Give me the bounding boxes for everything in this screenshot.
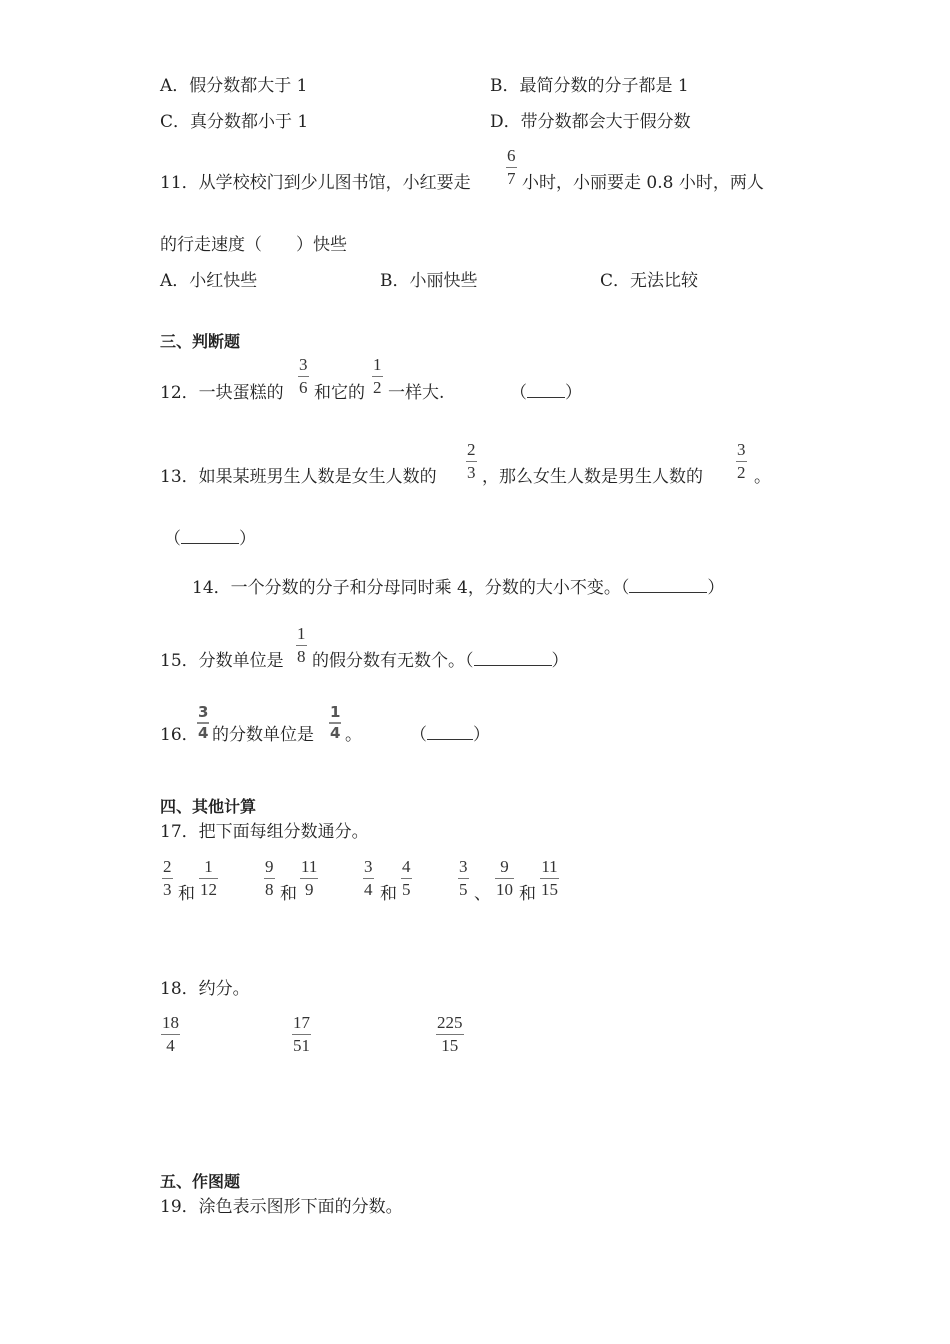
q19-prompt: 19．涂色表示图形下面的分数。 xyxy=(160,1197,403,1217)
q11-text-before: 11．从学校校门到少儿图书馆，小红要走 xyxy=(160,173,471,193)
q15-text: 的假分数有无数个。（ xyxy=(312,651,474,671)
numerator: 11 xyxy=(541,857,558,876)
section-heading-judgement: 三、判断题 xyxy=(160,332,241,351)
numerator: 1 xyxy=(297,624,306,643)
numerator: 1 xyxy=(204,857,213,876)
q17-g3-and: 和 xyxy=(380,884,397,904)
numerator: 11 xyxy=(301,857,318,876)
q18-fraction-3 xyxy=(436,1013,464,1056)
fraction-bar xyxy=(736,461,747,462)
fraction-bar xyxy=(296,645,307,646)
q11-option-b: B．小丽快些 xyxy=(380,271,478,291)
denominator: 12 xyxy=(200,880,217,899)
fraction-bar xyxy=(363,878,374,879)
numerator: 3 xyxy=(737,440,746,459)
numerator: 9 xyxy=(265,857,274,876)
q10-option-a: A．假分数都大于 1 xyxy=(160,76,308,96)
numerator: 3 xyxy=(459,857,468,876)
section-heading-drawing: 五、作图题 xyxy=(160,1172,241,1191)
q15-text-before: 15．分数单位是 xyxy=(160,651,284,671)
q11-option-a: A．小红快些 xyxy=(160,271,258,291)
q17-g4-fraction-2 xyxy=(495,857,514,900)
paren-open: （ xyxy=(164,529,181,549)
denominator: 15 xyxy=(541,880,558,899)
q18-fraction-1 xyxy=(161,1013,180,1056)
fraction-bar xyxy=(292,1034,311,1035)
denominator: 15 xyxy=(441,1036,459,1055)
paren-open: （ xyxy=(410,725,427,745)
q13-text-before: 13．如果某班男生人数是女生人数的 xyxy=(160,467,437,487)
numerator: 3 xyxy=(198,703,209,721)
answer-underline[interactable] xyxy=(629,578,707,593)
fraction-bar xyxy=(372,376,383,377)
q11-fraction xyxy=(506,146,517,189)
q17-g1-and: 和 xyxy=(178,884,195,904)
section-heading-calculation: 四、其他计算 xyxy=(160,797,257,816)
paren-close: ） xyxy=(565,383,582,403)
q13-text-mid: ，那么女生人数是男生人数的 xyxy=(482,467,703,487)
fraction-bar xyxy=(436,1034,464,1035)
numerator: 9 xyxy=(500,857,509,876)
fraction-bar xyxy=(162,878,173,879)
q12-fraction-2 xyxy=(372,355,383,398)
denominator: 4 xyxy=(198,724,209,742)
numerator: 1 xyxy=(373,355,382,374)
answer-underline[interactable] xyxy=(474,651,552,666)
denominator: 4 xyxy=(364,880,373,899)
q17-g3-fraction-2 xyxy=(401,857,412,900)
numerator: 3 xyxy=(364,857,373,876)
q10-option-d: D．带分数都会大于假分数 xyxy=(490,112,691,132)
answer-underline xyxy=(181,529,239,544)
fraction-bar xyxy=(506,167,517,168)
denominator: 3 xyxy=(163,880,172,899)
numerator: 18 xyxy=(162,1013,179,1032)
q16-text-mid: 的分数单位是 xyxy=(212,725,314,745)
fraction-bar xyxy=(540,878,559,879)
denominator: 5 xyxy=(459,880,468,899)
numerator: 3 xyxy=(299,355,308,374)
paren-close: ） xyxy=(239,529,256,549)
paren-close: ） xyxy=(551,651,569,671)
denominator: 8 xyxy=(297,647,306,666)
denominator: 5 xyxy=(402,880,411,899)
q16-text-after: 。 xyxy=(345,725,362,745)
fraction-bar xyxy=(300,878,318,879)
denominator: 8 xyxy=(265,880,274,899)
denominator: 2 xyxy=(373,378,382,397)
numerator: 1 xyxy=(330,703,341,721)
answer-underline xyxy=(427,725,473,740)
q17-g2-and: 和 xyxy=(280,884,297,904)
q15-fraction xyxy=(296,624,307,667)
fraction-bar xyxy=(199,878,218,879)
denominator: 7 xyxy=(507,169,516,188)
denominator: 3 xyxy=(467,463,476,482)
q17-g4-fraction-3 xyxy=(540,857,559,900)
q18-fraction-2 xyxy=(292,1013,311,1056)
paren-close: ） xyxy=(707,578,725,598)
numerator: 2 xyxy=(163,857,172,876)
numerator: 225 xyxy=(437,1013,463,1032)
q16-fraction-1 xyxy=(197,704,209,742)
denominator: 6 xyxy=(299,378,308,397)
q13-fraction-2 xyxy=(736,440,747,483)
q17-g1-fraction-1 xyxy=(162,857,173,900)
q12-answer-blank[interactable] xyxy=(510,382,582,404)
fraction-bar xyxy=(458,878,469,879)
q17-g3-fraction-1 xyxy=(363,857,374,900)
denominator: 4 xyxy=(166,1036,175,1055)
fraction-bar xyxy=(466,461,477,462)
numerator: 4 xyxy=(402,857,411,876)
denominator: 2 xyxy=(737,463,746,482)
q17-g4-fraction-1 xyxy=(458,857,469,900)
numerator: 2 xyxy=(467,440,476,459)
q12-text-mid: 和它的 xyxy=(314,383,365,403)
q17-g4-comma: 、 xyxy=(474,884,491,904)
fraction-bar xyxy=(495,878,514,879)
fraction-bar xyxy=(401,878,412,879)
paren-close: ） xyxy=(473,725,490,745)
q11-text-after: 小时，小丽要走 0.8 小时，两人 xyxy=(522,173,764,193)
numerator: 6 xyxy=(507,146,516,165)
q12-fraction-1 xyxy=(298,355,309,398)
q10-option-c: C．真分数都小于 1 xyxy=(160,112,309,132)
q14-text: 14．一个分数的分子和分母同时乘 4，分数的大小不变。（ xyxy=(192,578,630,598)
q13-text-after: 。 xyxy=(754,467,771,487)
q17-g2-fraction-2 xyxy=(300,857,318,900)
numerator: 17 xyxy=(293,1013,310,1032)
denominator: 9 xyxy=(304,880,314,899)
q11-option-c: C．无法比较 xyxy=(600,271,699,291)
denominator: 4 xyxy=(330,724,341,742)
q11-line2: 的行走速度（ ）快些 xyxy=(160,235,347,255)
paren-open: （ xyxy=(510,383,527,403)
q17-g2-fraction-1 xyxy=(264,857,275,900)
q16-fraction-2 xyxy=(329,704,341,742)
answer-underline xyxy=(527,383,565,398)
denominator: 10 xyxy=(496,880,513,899)
q14 xyxy=(192,577,724,599)
q16-answer-blank[interactable] xyxy=(410,724,490,746)
fraction-bar xyxy=(161,1034,180,1035)
q18-prompt: 18．约分。 xyxy=(160,979,250,999)
q13-answer-blank[interactable] xyxy=(164,528,256,550)
q13-fraction-1 xyxy=(466,440,477,483)
q17-g4-and: 和 xyxy=(519,884,536,904)
q15-text-after[interactable] xyxy=(312,650,569,672)
q17-prompt: 17．把下面每组分数通分。 xyxy=(160,822,369,842)
q12-text-before: 12．一块蛋糕的 xyxy=(160,383,284,403)
q16-prefix: 16． xyxy=(160,725,199,745)
fraction-bar xyxy=(298,376,309,377)
denominator: 51 xyxy=(293,1036,310,1055)
q17-g1-fraction-2 xyxy=(199,857,218,900)
fraction-bar xyxy=(264,878,275,879)
q10-option-b: B．最简分数的分子都是 1 xyxy=(490,76,689,96)
q12-text-after: 一样大. xyxy=(388,383,445,403)
